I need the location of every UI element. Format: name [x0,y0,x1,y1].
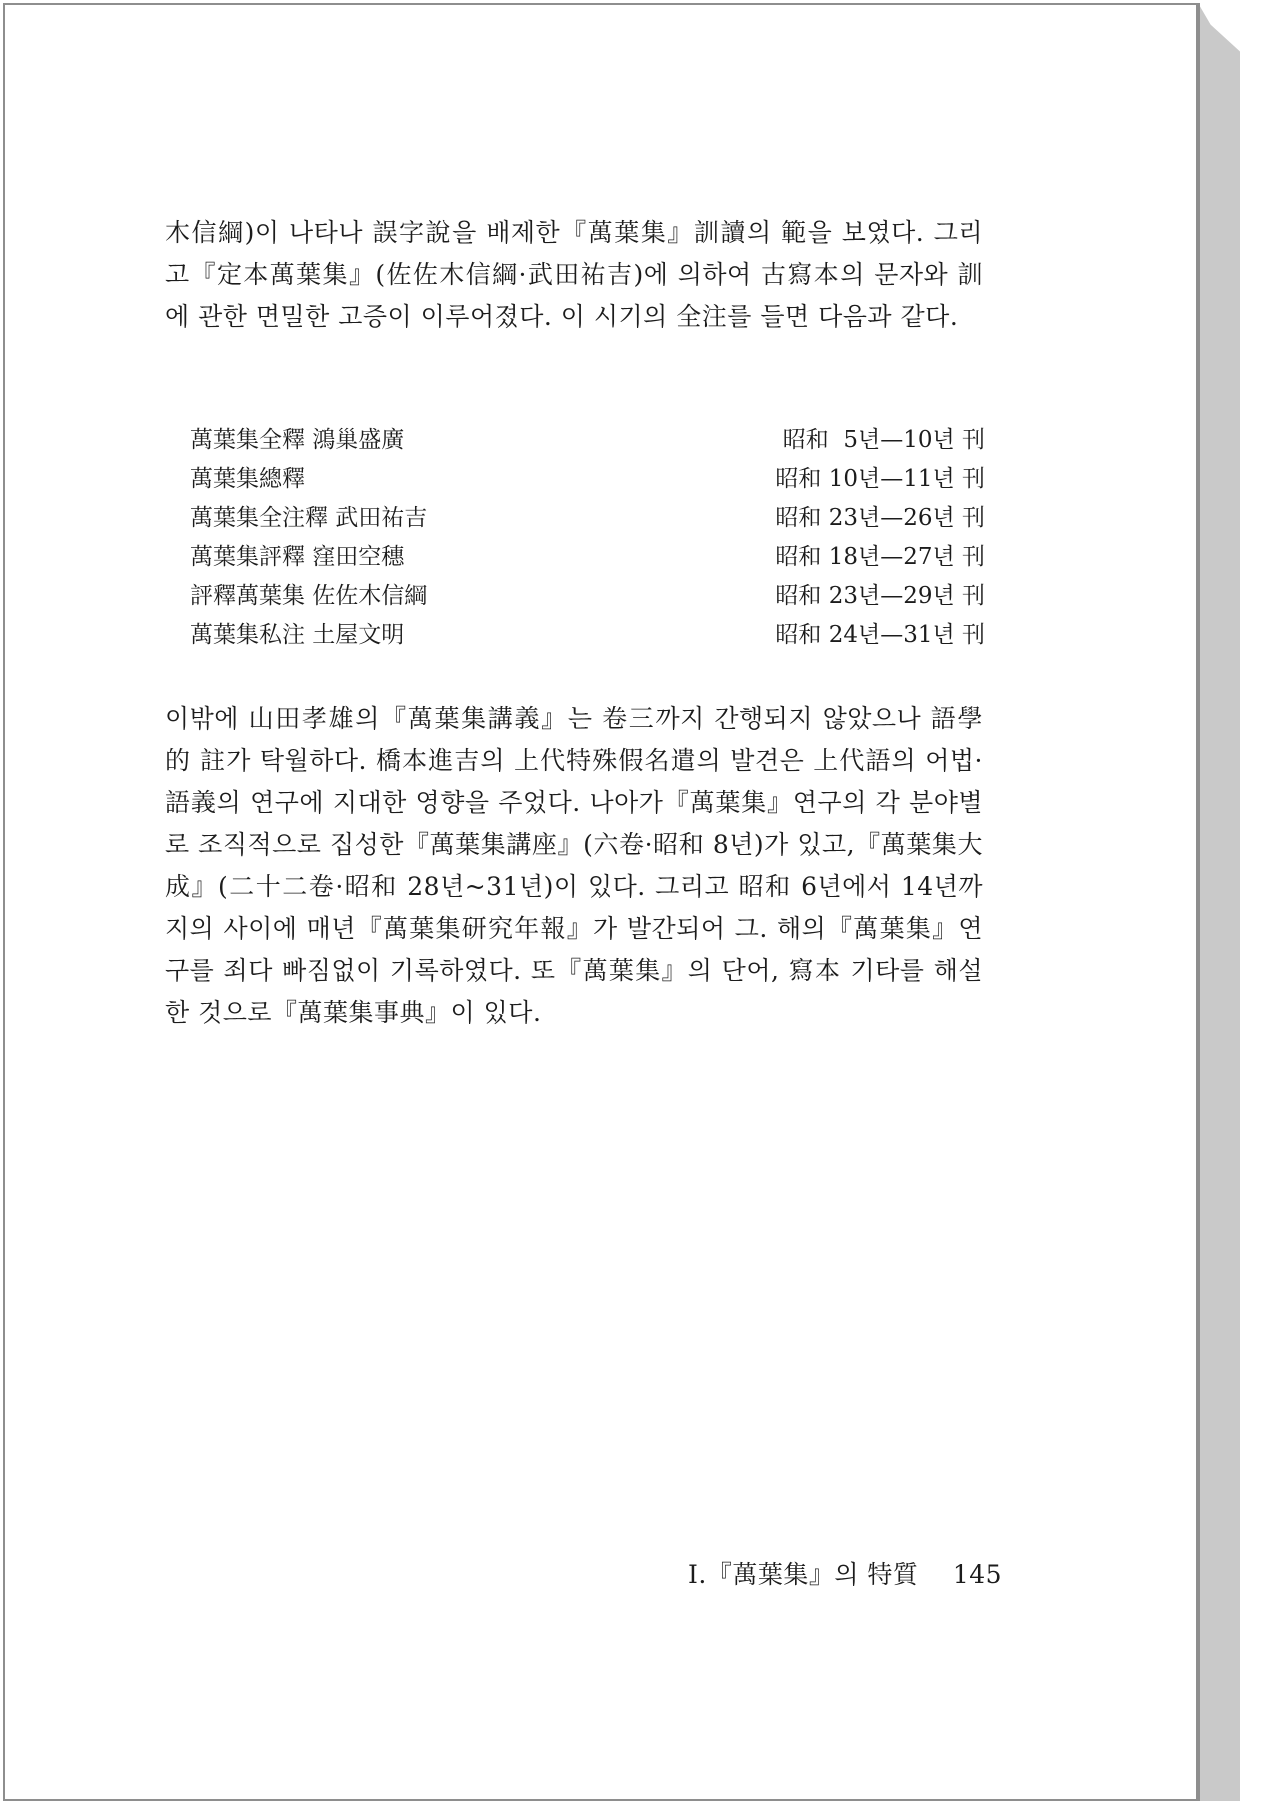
entry-date: 昭和 10년—11년 刊 [775,466,985,492]
entry-title: 萬葉集評釋 窪田空穗 [190,544,405,570]
entry-title: 萬葉集總釋 [190,466,305,492]
running-title: I.『萬葉集』의 特質 [688,1560,919,1589]
entry-title: 萬葉集全注釋 武田祐吉 [190,505,428,531]
paragraph-intro: 木信綱)이 나타나 誤字說을 배제한『萬葉集』訓讀의 範을 보였다. 그리고『定本萬葉集』(佐佐木信綱·武田祐吉)에 의하여 古寫本의 문자와 訓에 관한 면밀한 고증이 이루어졌다. 이 시기의 全注를 들면 다음과 같다. [165,218,983,331]
entry-title: 萬葉集私注 土屋文明 [190,622,405,648]
entry-date: 昭和 24년—31년 刊 [775,622,985,648]
list-item [190,460,985,499]
page-edge-line [1198,3,1200,1801]
paragraph-further-research: 이밖에 山田孝雄의『萬葉集講義』는 卷三까지 간행되지 않았으나 語學的 註가 탁월하다. 橋本進吉의 上代特殊假名遣의 발견은 上代語의 어법·語義의 연구에 지대한 영향을 주었다. 나아가『萬葉集』연구의 각 분야별로 조직적으로 집성한『萬葉集講座』(六卷·昭和 8년)가 있고,『萬葉集大成』(二十二卷·昭和 28년~31년)이 있다. 그리고 昭和 6년에서 14년까지의 사이에 매년『萬葉集研究年報』가 발간되어 그. 해의『萬葉集』연구를 죄다 빠짐없이 기록하였다. 또『萬葉集』의 단어, 寫本 기타를 해설한 것으로『萬葉集事典』이 있다. [165,704,983,1027]
entry-title: 萬葉集全釋 鴻巢盛廣 [190,427,405,453]
entry-date: 昭和 18년—27년 刊 [775,544,985,570]
entry-title: 評釋萬葉集 佐佐木信綱 [190,583,428,609]
entry-date: 昭和 23년—29년 刊 [775,583,985,609]
list-item [190,538,985,577]
page-number: 145 [952,1560,1003,1589]
page-footer [688,1555,1002,1595]
entry-date: 昭和 23년—26년 刊 [775,505,985,531]
page-edge-shadow [1198,3,1240,1801]
list-item [190,616,985,655]
commentary-list [190,421,985,655]
list-item [190,577,985,616]
list-item [190,421,985,460]
list-item [190,499,985,538]
entry-date: 昭和 5년—10년 刊 [782,427,985,453]
